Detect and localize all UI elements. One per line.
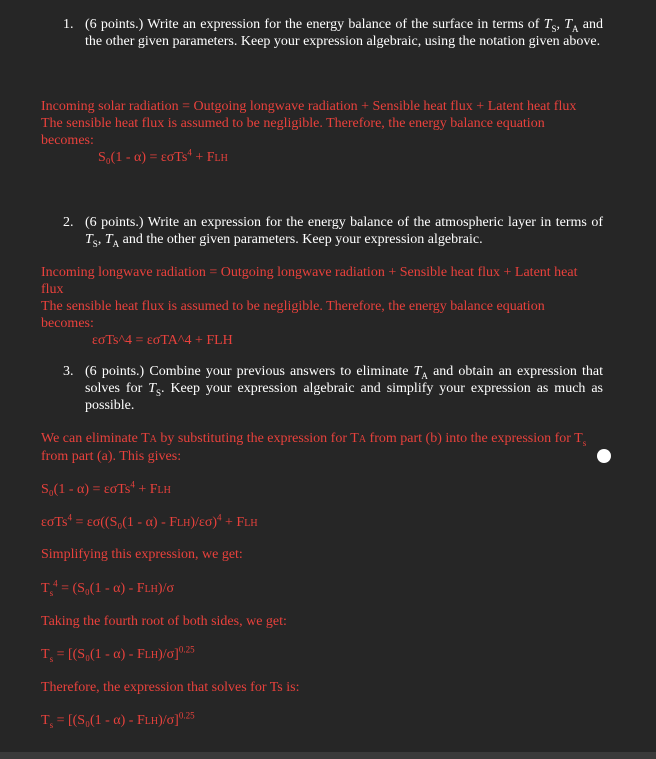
therefore-text: Therefore, the expression that solves for Ts is: [41, 680, 300, 695]
equation-3: $T_s^4 = (S_0(1 - \alpha) - FLH)/\sigma$ [41, 578, 175, 598]
question-text: (6 points.) Write an expression for the energy balance of the surface in terms of $T_S$, $T_A$ and the other given parameters. Keep your expression algebraic, using the notation given above. [85, 17, 604, 49]
radio-dot-icon[interactable] [597, 449, 611, 463]
question-1 [63, 16, 603, 50]
answer-line: Incoming longwave radiation = Outgoing longwave radiation + Sensible heat flux + Latent heat flux [41, 265, 578, 297]
question-2 [63, 214, 603, 248]
question-number: 2. [63, 215, 74, 230]
question-number: 3. [63, 364, 74, 379]
answer-1 [41, 98, 601, 167]
answer-line: The sensible heat flux is assumed to be negligible. Therefore, the energy balance equation becomes: [41, 299, 545, 331]
equation-4: $T_s = [(S_0(1 - \alpha) - FLH)/\sigma]^{0.25}$ [41, 644, 195, 664]
answer-2 [41, 264, 601, 349]
equation: S₀(1 - α) = εσTs$^4$ + FLH [98, 147, 228, 165]
answer-line: The sensible heat flux is assumed to be negligible. Therefore, the energy balance equation becomes: [41, 116, 545, 148]
question-text: (6 points.) Combine your previous answers to eliminate $T_A$ and obtain an expression that solves for $T_S$. Keep your expression algebraic and simplify your expression as much as possible. [85, 364, 603, 413]
equation-1: S₀(1 - α) = εσTs$^4$ + FLH [41, 479, 171, 497]
question-text: (6 points.) Write an expression for the energy balance of the atmospheric layer in terms of $T_S$, $T_A$ and the other given parameters. Keep your expression algebraic. [85, 215, 603, 249]
simplify-text: Simplifying this expression, we get: [41, 547, 243, 562]
equation-5: $T_s = [(S_0(1 - \alpha) - FLH)/\sigma]^{0.25}$ [41, 710, 195, 730]
root-text: Taking the fourth root of both sides, we get: [41, 614, 287, 629]
equation-2: εσTs$^4$ = εσ((S₀(1 - α) - FLH)/εσ)$^4$ + FLH [41, 512, 258, 530]
question-number: 1. [63, 17, 74, 32]
bottom-scroll-bar [0, 752, 656, 759]
equation: εσTs^4 = εσTA^4 + FLH [92, 333, 233, 348]
answer-line: Incoming solar radiation = Outgoing longwave radiation + Sensible heat flux + Latent heat flux [41, 99, 577, 114]
question-3 [63, 363, 603, 414]
answer-3-intro: We can eliminate TA by substituting the expression for TA from part (b) into the expression for $T_s$ from part (a). This gives: [41, 431, 587, 464]
